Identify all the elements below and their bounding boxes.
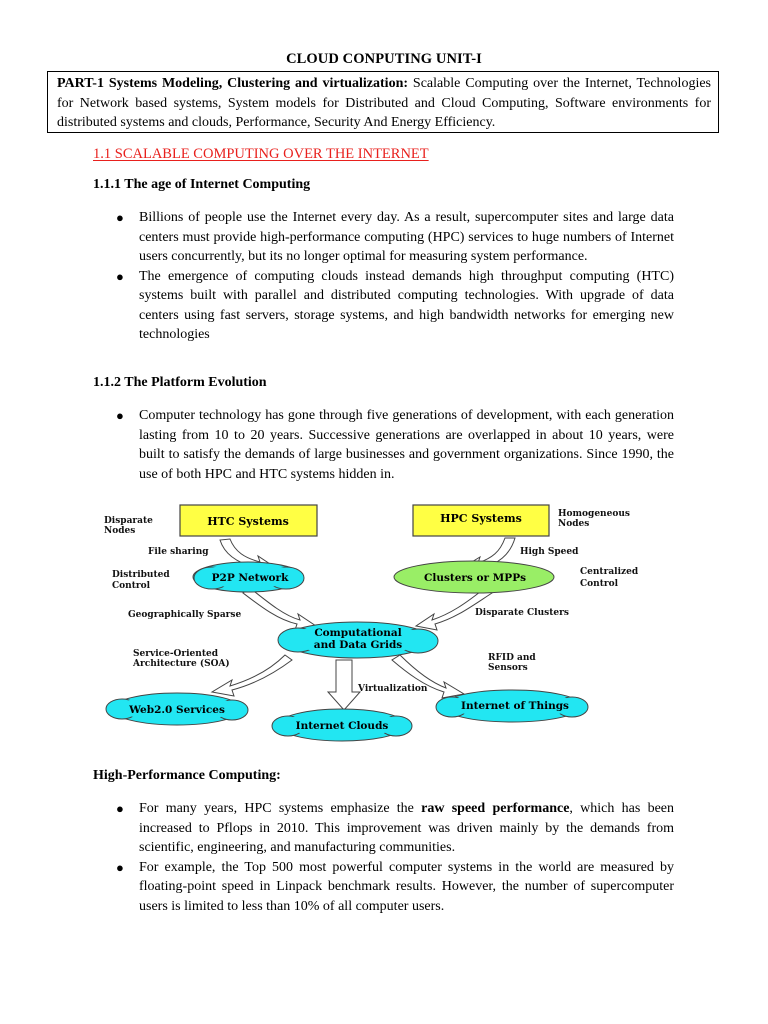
part-summary-lead: PART-1 Systems Modeling, Clustering and virtualization: (57, 76, 409, 91)
virtualization-label: Virtualization (358, 684, 428, 694)
list-item (116, 858, 674, 917)
list-item-text: For many years, HPC systems emphasize the (139, 801, 422, 816)
list-item-text: , which has been increased to Pflops in 2010. This improvement was driven mainly by the demands from scientific, engineering, and manufacturing communities. (139, 801, 674, 855)
diagram-side-labels (104, 509, 639, 694)
rfid-label-1: RFID and (488, 653, 536, 663)
arrow-p2p-to-grids (243, 588, 316, 630)
internet-clouds-label: Internet Clouds (295, 720, 389, 732)
list-item-text: Computer technology has gone through five generations of development, with each generation lasting from 10 to 20 years. Successive generations are overlapped in about 10 years, were built to satisfy the demands of large businesses and government organizations. Since 1990, the use of both HPC and HTC systems hidden in. (139, 408, 674, 482)
hpc-systems-label: HPC Systems (440, 512, 522, 525)
web20-label: Web2.0 Services (129, 704, 225, 716)
distributed-control-label-1: Distributed (112, 570, 170, 580)
file-sharing-label: File sharing (148, 547, 209, 557)
subsection-heading-hpc: High-Performance Computing: (93, 768, 281, 783)
distributed-control-label-2: Control (112, 581, 151, 591)
high-speed-label: High Speed (520, 547, 579, 557)
part-summary-box (47, 71, 719, 133)
document-title: CLOUD CONPUTING UNIT-I (286, 51, 482, 67)
geographically-sparse-label: Geographically Sparse (128, 610, 242, 620)
diagram-svg (100, 500, 660, 750)
part-summary-text: Scalable Computing over the Internet, Technologies for Network based systems, System models for Distributed and Cloud Computing, Software environments for distributed systems and clouds, Performance, Security And Energy Efficiency. (57, 76, 711, 130)
bullet-icon: ● (116, 859, 124, 875)
grids-label-line2: and Data Grids (313, 639, 403, 651)
bullet-icon: ● (116, 210, 124, 225)
subsection-heading-platform-evolution: 1.1.2 The Platform Evolution (93, 375, 267, 390)
list-item (116, 406, 674, 484)
subsection-heading-internet-computing: 1.1.1 The age of Internet Computing (93, 177, 311, 192)
disparate-clusters-label: Disparate Clusters (475, 608, 569, 618)
list-item (116, 267, 674, 345)
arrow-grids-to-clouds (328, 660, 360, 710)
grids-label-line1: Computational (314, 627, 402, 639)
rfid-label-2: Sensors (488, 663, 528, 673)
homogeneous-nodes-label-2: Nodes (558, 519, 590, 529)
bullet-icon: ● (116, 801, 124, 816)
disparate-nodes-label-2: Nodes (104, 526, 136, 536)
htc-systems-label: HTC Systems (207, 515, 289, 528)
iot-label: Internet of Things (461, 700, 569, 712)
hpc-bullet-list (0, 799, 768, 916)
platform-evolution-bullet-list (0, 406, 768, 484)
soa-label-2: Architecture (SOA) (133, 659, 230, 669)
platform-evolution-diagram (100, 500, 660, 750)
centralized-control-label-1: Centralized (580, 567, 639, 577)
soa-label-1: Service-Oriented (133, 649, 219, 659)
list-item (116, 208, 674, 267)
list-item-text: The emergence of computing clouds instead demands high throughput computing (HTC) systems built with parallel and distributed computing technologies. With upgrade of data centers using fast servers, storage systems, and high bandwidth networks for emerging new technologies (139, 268, 674, 342)
bullet-icon: ● (116, 268, 124, 284)
centralized-control-label-2: Control (580, 579, 619, 589)
list-item-emphasis: raw speed performance (421, 801, 570, 816)
list-item-text: For example, the Top 500 most powerful computer systems in the world are measured by floating-point speed in Linpack benchmark results. However, the number of supercomputer users is limited to less than 10% of all computer users. (139, 859, 674, 914)
homogeneous-nodes-label-1: Homogeneous (558, 509, 630, 519)
bullet-icon: ● (116, 408, 124, 423)
clusters-label: Clusters or MPPs (423, 572, 527, 584)
section-heading: 1.1 SCALABLE COMPUTING OVER THE INTERNET (93, 146, 429, 162)
p2p-network-label: P2P Network (211, 572, 289, 584)
disparate-nodes-label-1: Disparate (104, 516, 153, 526)
list-item (116, 799, 674, 858)
internet-computing-bullet-list (0, 208, 768, 345)
list-item-text: Billions of people use the Internet every day. As a result, supercomputer sites and large data centers must provide high-performance computing (HPC) services to huge numbers of Internet users concurrently, but its no longer optimal for measuring system performance. (139, 210, 674, 264)
